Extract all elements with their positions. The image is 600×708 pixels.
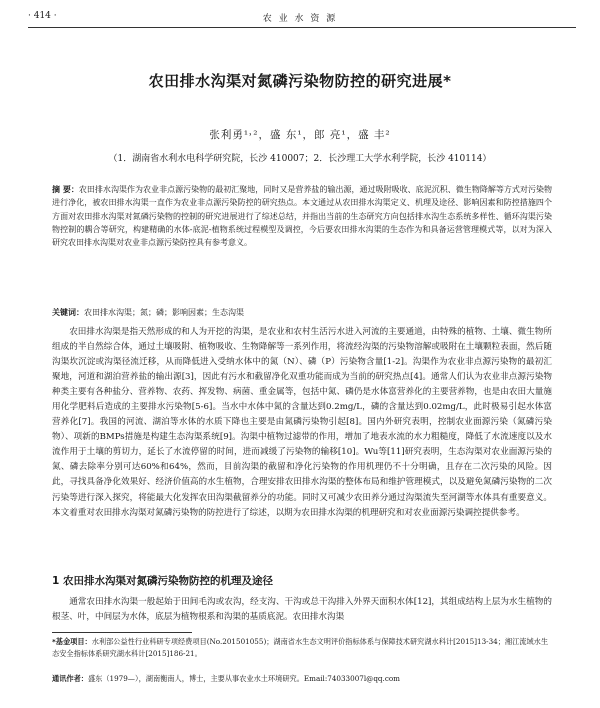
abstract-text: 农田排水沟渠作为农业非点源污染物的最初汇聚地，同时又是营养盐的输出源，通过吸附吸收、底泥沉积、微生物降解等方式对污染物进行净化，被农田排水沟渠一直作为农业非点源污染防控的研究热点。本文通过从农田排水沟渠定义、机理及途径、影响因素和防控措施四个方面对农田排水沟渠对氮磷污染物的控制的研究进展进行了综述总结，并指出当前的生态研究方向包括排水沟生态系统多样性、循环沟渠污染物控制的耦合等研究，构建精确的水体-底泥-植物系统过程模型及调控，今后要农田排水沟渠的生态作为和具备运营管理模式等，以对为深入研究农田排水沟渠对农业非点源污染防控具有参考意义。 — [52, 185, 552, 248]
footnote-funding-label: *基金项目： — [52, 637, 92, 646]
footnote-author-text: 盛东（1979—），湖南衡南人，博士，主要从事农业水土环境研究。Email:74033007l@qq.com — [87, 674, 400, 683]
intro-paragraph: 农田排水沟渠是指天然形成的和人为开挖的沟渠，是农业和农村生活污水进入河流的主要通道，由特殊的植物、土壤、微生物所组成的半自然综合体，通过土壤吸附、植物吸收、生物降解等一系列作用，将流经沟渠的污染物溶解或吸附在土壤颗粒表面，然后随沟渠坎沉淀或沟渠径流迁移，从而降低进入受纳水体中的氮（N）、磷（P）污染物含量[1-2]。沟渠作为农业非点源污染物的最初汇聚地，河道和湖泊营养盐的输出源[3]，因此有污水和截留净化双重功能而成为当前的研究热点[4]。通常人们认为农业非点源污染物种类主要有各种盐分、营养物、农药、挥发物、病菌、重金属等，包括中氮、磷仍是水体富营养化的主要营养物，也是由农田大量施用化学肥料后造成的主要排水污染物[5-6]。当水中水体中氮的含量达到0.2mg/L，磷的含量达到0.02mg/L，此时极易引起水体富营养化[7]。我国的河流、湖泊等水体的水质下降也主要是由氮磷污染物引起[8]。国内外研究表明，控制农业面源污染（氮磷污染物）、项新的BMPs措施是构建生态沟渠系统[9]。沟渠中植物过滤带的作用，增加了地表水流的水力粗糙度，降低了水流速度以及水流作用于土壤的剪切力，延长了水流停留的时间，进而减缓了污染物的输移[10]。Wu等[11]研究表明，生态沟渠对农业面源污染的氮、磷去除率分别可达60%和64%，然而，目前沟渠的截留和净化污染物的作用机理仍不十分明确，且存在二次污染的风险。因此，寻找具备净化效果好、经济价值高的水生植物，合理安排农田排水沟渠的整体布局和维护管理模式，以及避免氮磷污染物的二次污染等进行深入探究，将能最大化发挥农田沟渠截留养分的功能。同时又可减少农田养分通过沟渠流失至河湖等水体具有重要意义。本文着重对农田排水沟渠对氮磷污染物的防控进行了综述，以期为农田排水沟渠的机理研究和对农业面源污染调控提供参考。 — [52, 327, 552, 518]
article-affiliations: （1．湖南省水利水电科学研究院，长沙 410007；2．长沙理工大学水利学院，长沙 410114） — [108, 154, 492, 164]
header-rule — [28, 27, 576, 28]
page-header — [0, 11, 600, 27]
keywords-label: 关键词： — [52, 308, 84, 317]
abstract — [52, 183, 552, 249]
footnote-author-label: 通讯作者： — [52, 674, 88, 683]
article-title: 农田排水沟渠对氮磷污染物防控的研究进展* — [148, 72, 452, 90]
keywords — [52, 306, 552, 319]
abstract-label: 摘 要： — [52, 185, 79, 194]
footnote-funding-text: 水利部公益性行业科研专项经费项目(No.201501055)；湖南省水生态文明评价指标体系与保障技术研究湖水科计[2015]13-34；湘江流域水生态安全指标体系研究湖水科计[2015]186-21。 — [52, 637, 549, 658]
page-number: · 414 · — [28, 11, 57, 21]
footnote-author — [52, 673, 552, 685]
footnote-rule — [52, 632, 192, 633]
footnote-funding — [52, 636, 552, 660]
article-authors: 张利勇¹˒²，盛 东¹，郎 亮¹，盛 丰² — [209, 129, 391, 141]
journal-name: 农 业 水 资 源 — [262, 14, 338, 24]
section-1-heading: 1 农田排水沟渠对氮磷污染物防控的机理及途径 — [52, 575, 273, 587]
section-1-text: 通常农田排水沟渠一般起始于田间毛沟或农沟，经支沟、干沟或总干沟排入外界天面积水体[12]，其组成结构上层为水生植物的根茎、叶，中间层为水体，底层为植物根系和沟渠的基质底泥。农田排水沟渠 — [52, 597, 552, 622]
keywords-text: 农田排水沟渠；氮；磷；影响因素；生态沟渠 — [84, 308, 244, 317]
